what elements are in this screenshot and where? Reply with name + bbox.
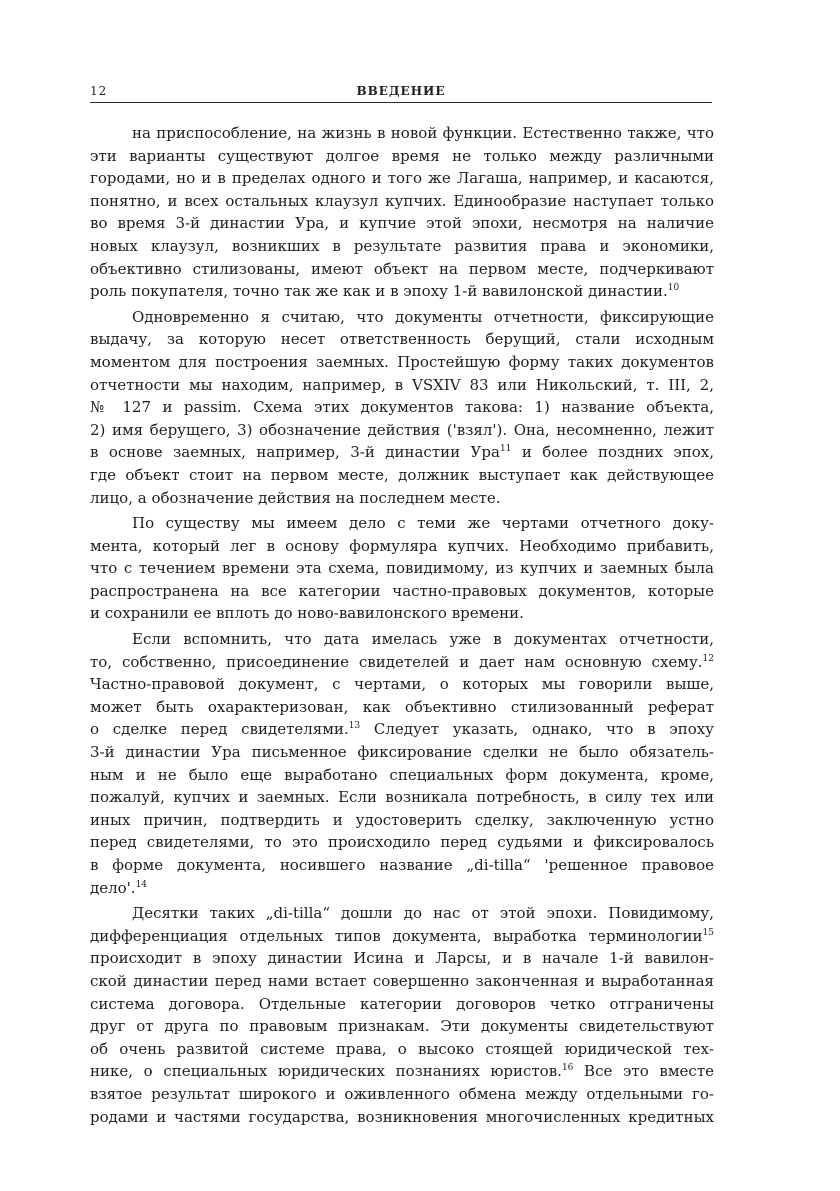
- text-line: [90, 877, 714, 900]
- line-text: в основе заемных, например, 3-й династии Ура: [90, 443, 500, 462]
- line-text: во время 3-й династии Ура, и купчие этой эпохи, несмотря на наличие: [90, 214, 714, 233]
- paragraph: [90, 902, 714, 1128]
- line-text: Если вспомнить, что дата имелась уже в документах отчетности,: [132, 630, 714, 649]
- text-line: [90, 718, 714, 741]
- text-line: [90, 212, 714, 235]
- text-line: [90, 464, 714, 487]
- line-text: может быть охарактеризован, как объективно стилизованный реферат: [90, 697, 714, 716]
- text-line: [90, 1083, 714, 1106]
- text-line: [90, 993, 714, 1016]
- text-line: [90, 580, 714, 603]
- line-text: лицо, а обозначение действия на последнем месте.: [90, 488, 501, 507]
- text-line: [90, 145, 714, 168]
- footnote-marker[interactable]: 15: [702, 927, 714, 938]
- line-text: понятно, и всех остальных клаузул купчих. Единообразие наступает только: [90, 191, 714, 210]
- text-line: [90, 351, 714, 374]
- footnote-marker[interactable]: 11: [499, 444, 512, 455]
- line-text: эти варианты существуют долгое время не только между различными: [90, 146, 714, 165]
- line-text: моментом для построения заемных. Простейшую форму таких документов: [90, 352, 714, 371]
- text-line: [90, 235, 714, 258]
- text-line: [90, 1060, 714, 1083]
- line-text: городами, но и в пределах одного и того же Лагаша, например, и касаются,: [90, 169, 714, 188]
- text-line: [90, 190, 714, 213]
- footnote-marker[interactable]: 10: [667, 283, 680, 294]
- header-rule: [90, 102, 712, 103]
- running-head: ВВЕДЕНИЕ: [356, 84, 446, 98]
- text-line: [90, 557, 714, 580]
- line-text: где объект стоит на первом месте, должник выступает как действующее: [90, 465, 714, 484]
- line-text-continued: и более поздних эпох,: [511, 443, 714, 462]
- text-line: [90, 374, 714, 397]
- paragraph: [90, 306, 714, 509]
- text-line: [90, 1015, 714, 1038]
- text-line: [90, 741, 714, 764]
- line-text: дифференциация отдельных типов документа, выработка терминологии: [90, 926, 703, 945]
- line-text: об очень развитой системе права, о высоко стоящей юридической тех-: [90, 1039, 714, 1058]
- text-line: [90, 764, 714, 787]
- footnote-marker[interactable]: 16: [561, 1063, 574, 1074]
- line-text: № 127 и passim. Схема этих документов такова: 1) название объекта,: [90, 398, 714, 417]
- text-line: [90, 1106, 714, 1129]
- line-text: на приспособление, на жизнь в новой функции. Естественно также, что: [132, 124, 714, 142]
- text-line: [90, 441, 714, 464]
- line-text: иных причин, подтвердить и удостоверить сделку, заключенную устно: [90, 810, 714, 829]
- line-text: система договора. Отдельные категории договоров четко отграничены: [90, 994, 714, 1013]
- text-line: [90, 809, 714, 832]
- line-text: объективно стилизованы, имеют объект на первом месте, подчеркивают: [90, 259, 714, 278]
- text-line: [90, 786, 714, 809]
- line-text: друг от друга по правовым признакам. Эти документы свидетельствуют: [90, 1017, 714, 1036]
- line-text: 2) имя берущего, 3) обозначение действия ('взял'). Она, несомненно, лежит: [90, 420, 714, 439]
- text-line: [90, 328, 714, 351]
- line-text: что с течением времени эта схема, повидимому, из купчих и заемных была: [90, 559, 714, 578]
- text-line: [90, 487, 714, 510]
- line-text: ным и не было еще выработано специальных форм документа, кроме,: [90, 765, 714, 784]
- line-text: перед свидетелями, то это происходило перед судьями и фиксировалось: [90, 833, 714, 852]
- text-line: [90, 902, 714, 925]
- line-text: дело'.: [90, 878, 136, 897]
- paragraph: [90, 122, 714, 303]
- body-text: [90, 122, 714, 1128]
- line-text: в форме документа, носившего название „di-tilla“ 'решенное правовое: [90, 856, 714, 874]
- line-text: распространена на все категории частно-правовых документов, которые: [90, 581, 714, 600]
- line-text: взятое результат широкого и оживленного обмена между отдельными го-: [90, 1084, 714, 1103]
- line-text: и сохранили ее вплоть до ново-вавилонского времени.: [90, 604, 524, 623]
- line-text: 3-й династии Ура письменное фиксирование сделки не было обязатель-: [90, 743, 714, 762]
- line-text: происходит в эпоху династии Исина и Ларсы, и в начале 1-й вавилон-: [90, 949, 714, 968]
- footnote-marker[interactable]: 13: [348, 721, 361, 732]
- text-line: [90, 651, 714, 674]
- text-line: [90, 396, 714, 419]
- text-line: [90, 831, 714, 854]
- text-line: [90, 925, 714, 948]
- text-line: [90, 280, 714, 303]
- text-line: [90, 947, 714, 970]
- text-line: [90, 628, 714, 651]
- text-line: [90, 306, 714, 329]
- page-number: 12: [90, 84, 108, 98]
- line-text-continued: Все это вместе: [573, 1062, 714, 1081]
- text-line: [90, 512, 714, 535]
- text-line: [90, 535, 714, 558]
- text-line: [90, 419, 714, 442]
- line-text: нике, о специальных юридических познаниях юристов.: [90, 1062, 562, 1081]
- text-line: [90, 854, 714, 877]
- line-text: Частно-правовой документ, с чертами, о которых мы говорили выше,: [90, 675, 714, 694]
- line-text: Десятки таких „di-tilla“ дошли до нас от этой эпохи. Повидимому,: [132, 904, 714, 923]
- line-text: пожалуй, купчих и заемных. Если возникала потребность, в силу тех или: [90, 788, 714, 807]
- line-text: родами и частями государства, возникновения многочисленных кредитных: [90, 1107, 714, 1126]
- page-header: [90, 84, 712, 100]
- text-line: [90, 1038, 714, 1061]
- paragraph: [90, 512, 714, 625]
- text-line: [90, 258, 714, 281]
- footnote-marker[interactable]: 12: [702, 653, 714, 664]
- line-text: выдачу, за которую несет ответственность берущий, стали исходным: [90, 330, 714, 349]
- paragraph: [90, 628, 714, 899]
- text-line: [90, 970, 714, 993]
- line-text-continued: Следует указать, однако, что в эпоху: [360, 720, 714, 739]
- line-text: По существу мы имеем дело с теми же чертами отчетного доку-: [132, 514, 714, 533]
- line-text: то, собственно, присоединение свидетелей и дает нам основную схему.: [90, 652, 703, 671]
- text-line: [90, 122, 714, 145]
- line-text: мента, который лег в основу формуляра купчих. Необходимо прибавить,: [90, 536, 714, 555]
- line-text: отчетности мы находим, например, в VSXIV 83 или Никольский, т. III, 2,: [90, 375, 714, 394]
- line-text: о сделке перед свидетелями.: [90, 720, 349, 739]
- line-text: роль покупателя, точно так же как и в эпоху 1-й вавилонской династии.: [90, 282, 668, 301]
- text-line: [90, 602, 714, 625]
- line-text: Одновременно я считаю, что документы отчетности, фиксирующие: [132, 307, 714, 326]
- text-line: [90, 673, 714, 696]
- line-text: ской династии перед нами встает совершенно законченная и выработанная: [90, 971, 714, 990]
- line-text: новых клаузул, возникших в результате развития права и экономики,: [90, 236, 714, 255]
- text-line: [90, 167, 714, 190]
- text-line: [90, 696, 714, 719]
- footnote-marker[interactable]: 14: [135, 879, 148, 890]
